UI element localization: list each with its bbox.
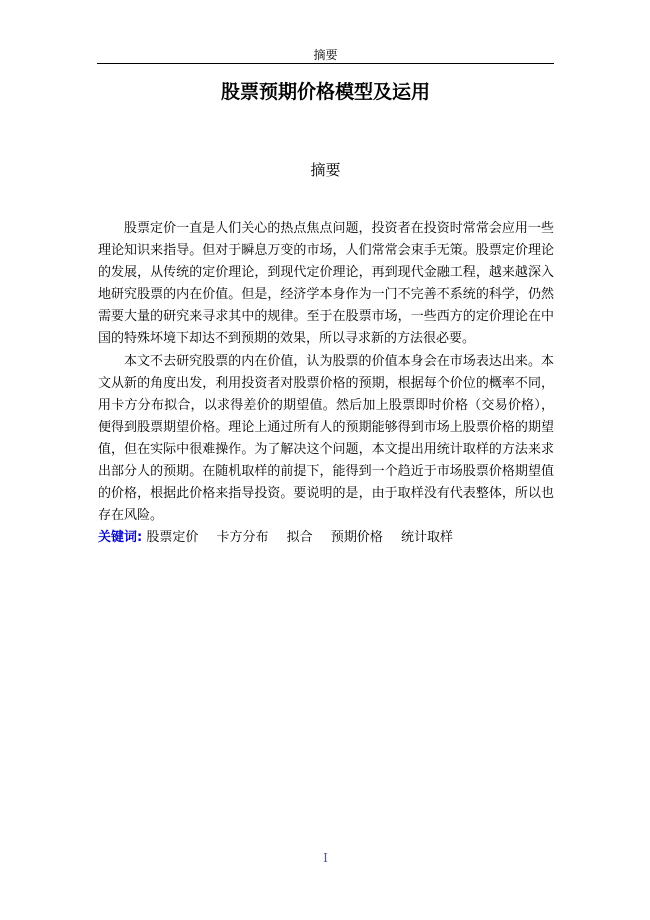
keyword-item: 卡方分布: [216, 530, 269, 546]
keywords-label: 关键词:: [98, 530, 143, 546]
page-number: I: [323, 851, 328, 865]
abstract-body: [98, 218, 554, 549]
document-title: 股票预期价格模型及运用: [220, 81, 430, 103]
abstract-paragraph-1: 股票定价一直是人们关心的热点焦点问题，投资者在投资时常常会应用一些理论知识来指导。但对于瞬息万变的市场，人们常常会束手无策。股票定价理论的发展，从传统的定价理论，到现代定价理论，再到现代金融工程，越来越深入地研究股票的内在价值。但是，经济学本身作为一门不完善不系统的科学，仍然需要大量的研究来寻求其中的规律。至于在股票市场，一些西方的定价理论在中国的特殊坏境下却达不到预期的效果，所以寻求新的方法很必要。: [98, 221, 554, 347]
keyword-item: 统计取样: [400, 530, 453, 546]
keyword-item: 预期价格: [330, 530, 383, 546]
keyword-item: 拟合: [286, 530, 313, 546]
header-divider: [97, 63, 554, 64]
abstract-heading: 摘要: [310, 161, 341, 179]
running-header: 摘要: [313, 48, 338, 62]
keywords-line: [98, 527, 554, 549]
abstract-paragraph-2: 本文不去研究股票的内在价值，认为股票的价值本身会在市场表达出来。本文从新的角度出发，利用投资者对股票价格的预期，根据每个价位的概率不同，用卡方分布拟合，以求得差价的期望值。然后加上股票即时价格（交易价格），便得到股票期望价格。理论上通过所有人的预期能够得到市场上股票价格的期望值，但在实际中很难操作。为了解决这个问题，本文提出用统计取样的方法来求出部分人的预期。在随机取样的前提下，能得到一个趋近于市场股票价格期望值的价格，根据此价格来指导投资。要说明的是，由于取样没有代表整体，所以也存在风险。: [98, 353, 554, 524]
keyword-item: 股票定价: [146, 530, 199, 546]
